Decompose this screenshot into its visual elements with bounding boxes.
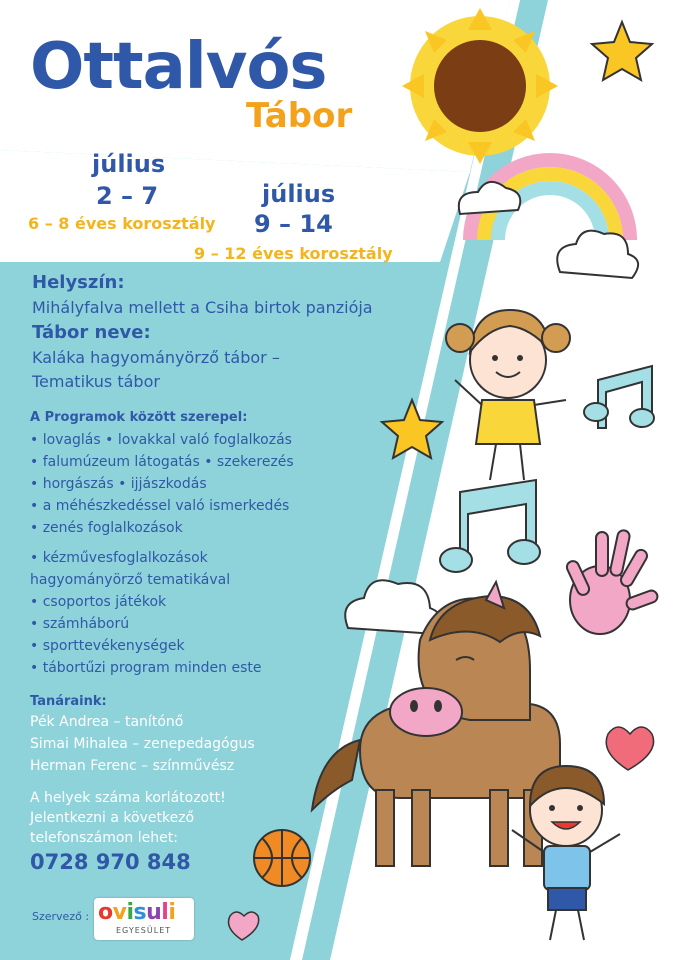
- girl-illustration: [446, 310, 570, 480]
- ovisuli-logo: [94, 898, 194, 940]
- heart-icon: [606, 727, 653, 770]
- teacher-item: Herman Ferenc – színművész: [30, 758, 235, 774]
- music-note-icon: [584, 366, 654, 428]
- teachers-heading: Tanáraink:: [30, 694, 107, 709]
- program-item: • falumúzeum látogatás • szekerezés: [30, 454, 294, 470]
- session-2-age: 9 – 12 éves korosztály: [194, 244, 393, 263]
- sun-icon: [402, 8, 558, 164]
- teacher-item: Pék Andrea – tanítónő: [30, 714, 184, 730]
- session-2-dates: 9 – 14: [254, 210, 333, 238]
- logo-subtitle: EGYESÜLET: [116, 926, 172, 935]
- program-item: • számháború: [30, 616, 130, 632]
- basketball-icon: [254, 830, 310, 886]
- logo-letter: o: [98, 900, 113, 925]
- session-1-month: július: [92, 150, 166, 178]
- poster-subtitle: Tábor: [246, 96, 353, 136]
- contact-line: A helyek száma korlátozott!: [30, 790, 226, 806]
- star-icon: [592, 22, 652, 80]
- handprint-icon: [565, 529, 659, 634]
- organizer-label: Szervező :: [32, 910, 90, 923]
- poster-title: Ottalvós: [30, 30, 327, 104]
- teacher-item: Simai Mihalea – zenepedagógus: [30, 736, 255, 752]
- session-2-month: július: [262, 180, 336, 208]
- phone-number[interactable]: 0728 970 848: [30, 850, 191, 874]
- program-item: • kézművesfoglalkozások: [30, 550, 208, 566]
- logo-letter: v: [112, 900, 127, 925]
- logo-letter: l: [161, 900, 169, 925]
- camp-name-line: Tematikus tábor: [32, 372, 160, 391]
- session-1-age: 6 – 8 éves korosztály: [28, 214, 216, 233]
- contact-line: telefonszámon lehet:: [30, 830, 178, 846]
- logo-letter: i: [126, 900, 134, 925]
- programs-heading: A Programok között szerepel:: [30, 410, 248, 425]
- location-value: Mihályfalva mellett a Csiha birtok panziója: [32, 298, 373, 317]
- logo-letter: s: [133, 900, 147, 925]
- program-item: • sporttevékenységek: [30, 638, 185, 654]
- program-item: • lovaglás • lovakkal való foglalkozás: [30, 432, 292, 448]
- program-item: • tábortűzi program minden este: [30, 660, 262, 676]
- session-1-dates: 2 – 7: [96, 182, 159, 210]
- program-item: • horgászás • ijjászkodás: [30, 476, 207, 492]
- program-item: • a méhészkedéssel való ismerkedés: [30, 498, 290, 514]
- program-item: • zenés foglalkozások: [30, 520, 183, 536]
- camp-name-label: Tábor neve:: [32, 322, 151, 343]
- program-item: hagyományörző tematikával: [30, 572, 231, 588]
- program-item: • csoportos játékok: [30, 594, 167, 610]
- contact-line: Jelentkezni a következő: [30, 810, 195, 826]
- logo-wordmark: [98, 900, 175, 925]
- camp-name-line: Kaláka hagyományörző tábor –: [32, 348, 280, 367]
- logo-letter: i: [168, 900, 176, 925]
- music-note-icon: [440, 480, 540, 572]
- logo-letter: u: [146, 900, 162, 925]
- location-label: Helyszín:: [32, 272, 125, 293]
